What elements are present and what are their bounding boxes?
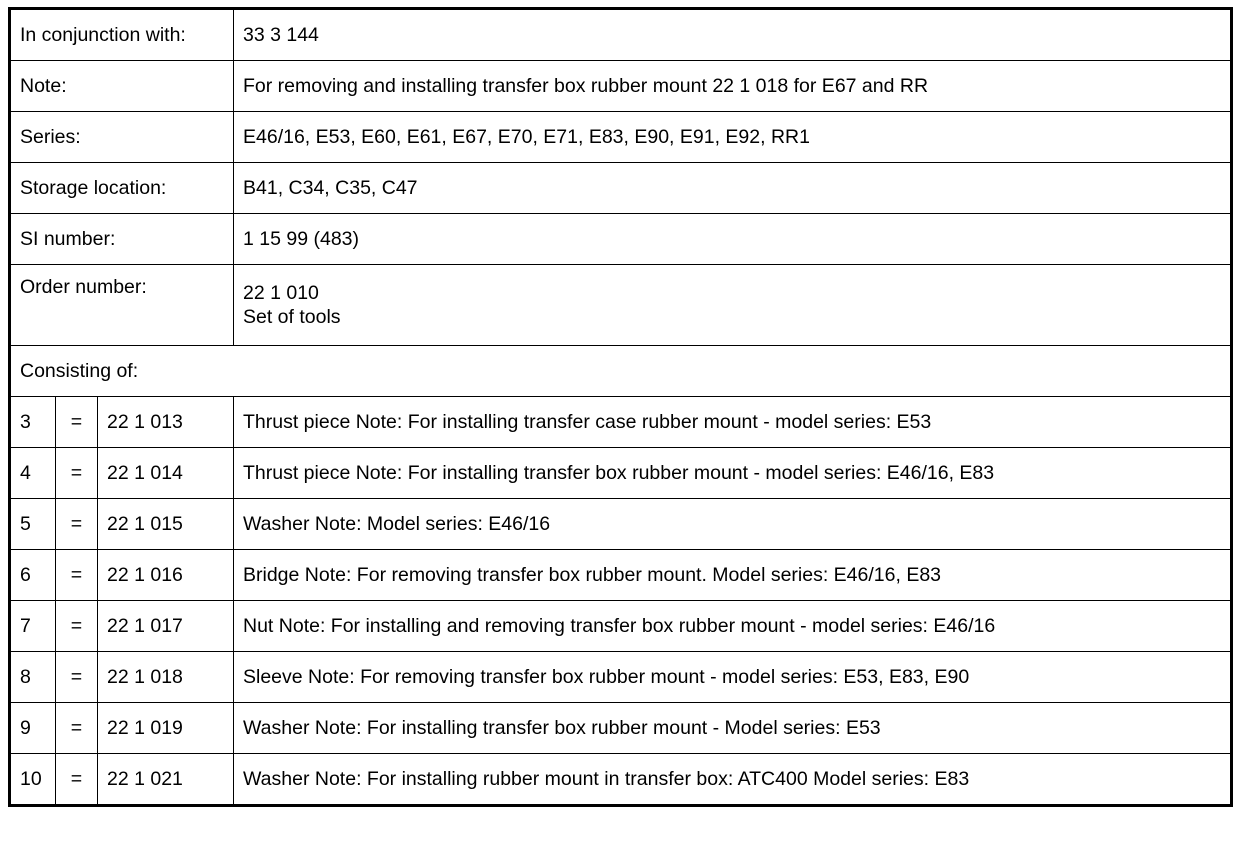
- part-description: Washer Note: For installing transfer box rubber mount - Model series: E53: [234, 703, 1232, 754]
- part-number: 22 1 015: [98, 499, 234, 550]
- equals-sign: =: [56, 754, 98, 806]
- note-value: For removing and installing transfer box rubber mount 22 1 018 for E67 and RR: [234, 61, 1232, 112]
- part-qty: 8: [10, 652, 56, 703]
- table-row: [10, 754, 1232, 806]
- order-number-description: Set of tools: [243, 306, 341, 328]
- table-row: [10, 397, 1232, 448]
- part-description: Thrust piece Note: For installing transfer case rubber mount - model series: E53: [234, 397, 1232, 448]
- table-row: [10, 601, 1232, 652]
- tool-sheet: [8, 7, 1233, 807]
- equals-sign: =: [56, 703, 98, 754]
- series-value: E46/16, E53, E60, E61, E67, E70, E71, E83, E90, E91, E92, RR1: [234, 112, 1232, 163]
- consisting-label: Consisting of:: [10, 346, 1232, 397]
- conjunction-row: [10, 9, 1232, 61]
- conjunction-label: In conjunction with:: [10, 9, 234, 61]
- equals-sign: =: [56, 397, 98, 448]
- part-number: 22 1 021: [98, 754, 234, 806]
- table-row: [10, 652, 1232, 703]
- table-row: [10, 550, 1232, 601]
- si-number-value: 1 15 99 (483): [234, 214, 1232, 265]
- part-description: Thrust piece Note: For installing transfer box rubber mount - model series: E46/16, E83: [234, 448, 1232, 499]
- part-number: 22 1 019: [98, 703, 234, 754]
- note-label: Note:: [10, 61, 234, 112]
- order-number-row: [10, 265, 1232, 346]
- part-qty: 10: [10, 754, 56, 806]
- order-number-label: Order number:: [10, 265, 234, 346]
- consisting-row: [10, 346, 1232, 397]
- part-number: 22 1 017: [98, 601, 234, 652]
- part-qty: 6: [10, 550, 56, 601]
- storage-row: [10, 163, 1232, 214]
- series-row: [10, 112, 1232, 163]
- part-description: Washer Note: Model series: E46/16: [234, 499, 1232, 550]
- equals-sign: =: [56, 601, 98, 652]
- part-number: 22 1 018: [98, 652, 234, 703]
- part-qty: 4: [10, 448, 56, 499]
- part-description: Nut Note: For installing and removing transfer box rubber mount - model series: E46/16: [234, 601, 1232, 652]
- part-number: 22 1 013: [98, 397, 234, 448]
- part-number: 22 1 016: [98, 550, 234, 601]
- storage-label: Storage location:: [10, 163, 234, 214]
- si-number-label: SI number:: [10, 214, 234, 265]
- order-number-value: 22 1 010: [243, 282, 319, 304]
- note-row: [10, 61, 1232, 112]
- table-row: [10, 703, 1232, 754]
- storage-value: B41, C34, C35, C47: [234, 163, 1232, 214]
- part-description: Washer Note: For installing rubber mount in transfer box: ATC400 Model series: E83: [234, 754, 1232, 806]
- part-qty: 3: [10, 397, 56, 448]
- series-label: Series:: [10, 112, 234, 163]
- part-description: Bridge Note: For removing transfer box rubber mount. Model series: E46/16, E83: [234, 550, 1232, 601]
- part-qty: 5: [10, 499, 56, 550]
- part-number: 22 1 014: [98, 448, 234, 499]
- part-description: Sleeve Note: For removing transfer box rubber mount - model series: E53, E83, E90: [234, 652, 1232, 703]
- equals-sign: =: [56, 448, 98, 499]
- si-number-row: [10, 214, 1232, 265]
- conjunction-value: 33 3 144: [234, 9, 1232, 61]
- equals-sign: =: [56, 550, 98, 601]
- part-qty: 7: [10, 601, 56, 652]
- tool-table: [8, 7, 1233, 807]
- equals-sign: =: [56, 499, 98, 550]
- part-qty: 9: [10, 703, 56, 754]
- equals-sign: =: [56, 652, 98, 703]
- table-row: [10, 499, 1232, 550]
- table-row: [10, 448, 1232, 499]
- order-number-cell: [234, 265, 1232, 346]
